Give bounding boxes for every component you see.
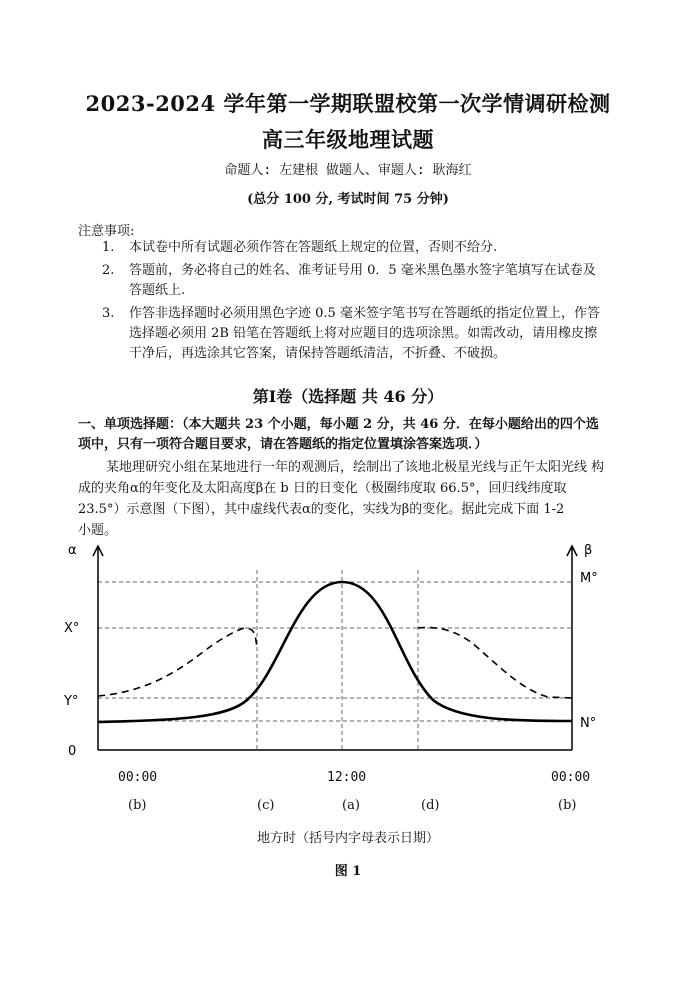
tick-label-n: N° <box>580 716 597 731</box>
beta-axis-symbol: β <box>584 543 593 558</box>
exam-title: 2023-2024 学年第一学期联盟校第一次学情调研检测 <box>85 91 611 116</box>
notice-item-text: 本试卷中所有试题必须作答在答题纸上规定的位置，否则不给分. <box>129 240 498 255</box>
question-line-2: 成的夹角α的年变化及太阳高度β在 b 日的日变化（极圈纬度取 66.5°，回归线纬度取 <box>78 481 567 496</box>
x-axis-title: 地方时（括号内字母表示日期） <box>256 831 439 846</box>
notice-item-number: 2. <box>102 263 115 278</box>
section-intro-line2: 项中，只有一项符合题目要求，请在答题纸的指定位置填涂答案选项．） <box>78 437 488 452</box>
tick-label-zero: 0 <box>68 744 77 759</box>
tick-label-x: X° <box>64 621 80 636</box>
notice-item-number: 1. <box>102 240 115 255</box>
exam-subtitle: 高三年级地理试题 <box>262 127 434 152</box>
notice-item-text: 答题前，务必将自己的姓名、准考证号用 0．5 毫米黑色墨水签字笔填写在试卷及 <box>129 263 596 278</box>
figure-caption: 图 1 <box>334 864 362 879</box>
beta-solid-curve <box>98 582 572 722</box>
notice-item-text: 作答非选择题时必须用黑色字迹 0.5 毫米签字笔书写在答题纸的指定位置上，作答 <box>129 306 600 321</box>
question-line-4: 小题。 <box>78 523 118 538</box>
notice-list <box>102 238 642 361</box>
section-title: 第Ⅰ卷（选择题 共 46 分） <box>252 387 444 406</box>
authors-line: 命题人: 左建根 做题人、审题人: 耿海红 <box>224 163 472 178</box>
date-label-c: (c) <box>257 798 275 813</box>
date-label-b1: (b) <box>128 798 147 813</box>
section-intro-line1: 一、单项选择题：（本大题共 23 个小题，每小题 2 分，共 46 分．在每小题给出的四个选 <box>78 417 599 432</box>
date-label-a: (a) <box>342 798 360 813</box>
score-time: (总分 100 分, 考试时间 75 分钟) <box>247 192 449 207</box>
time-label-noon: 12:00 <box>327 770 367 785</box>
alpha-axis-symbol: α <box>68 543 77 558</box>
time-label-end: 00:00 <box>551 770 591 785</box>
notice-item-text: 干净后，再选涂其它答案，请保持答题纸清洁，不折叠、不破损。 <box>129 346 507 361</box>
notice-heading: 注意事项: <box>78 224 135 239</box>
date-label-d: (d) <box>421 798 440 813</box>
time-axis-labels <box>0 770 696 790</box>
figure-chart <box>60 540 620 770</box>
tick-label-m: M° <box>580 571 598 586</box>
notice-item-number: 3. <box>102 306 115 321</box>
notice-item-text: 选择题必须用 2B 铅笔在答题纸上将对应题目的选项涂黑。如需改动，请用橡皮擦 <box>129 326 598 341</box>
tick-label-y: Y° <box>64 694 79 709</box>
alpha-dashed-curve <box>98 628 572 698</box>
notice-item-text: 答题纸上. <box>129 283 186 298</box>
date-label-b2: (b) <box>558 798 577 813</box>
question-line-1: 某地理研究小组在某地进行一年的观测后，绘制出了该地北极星光线与正午太阳光线 构 <box>106 460 605 475</box>
date-axis-labels <box>0 798 696 818</box>
question-line-3: 23.5°）示意图（下图），其中虚线代表α的变化，实线为β的变化。据此完成下面 1-2 <box>78 502 565 517</box>
time-label-start: 00:00 <box>118 770 158 785</box>
